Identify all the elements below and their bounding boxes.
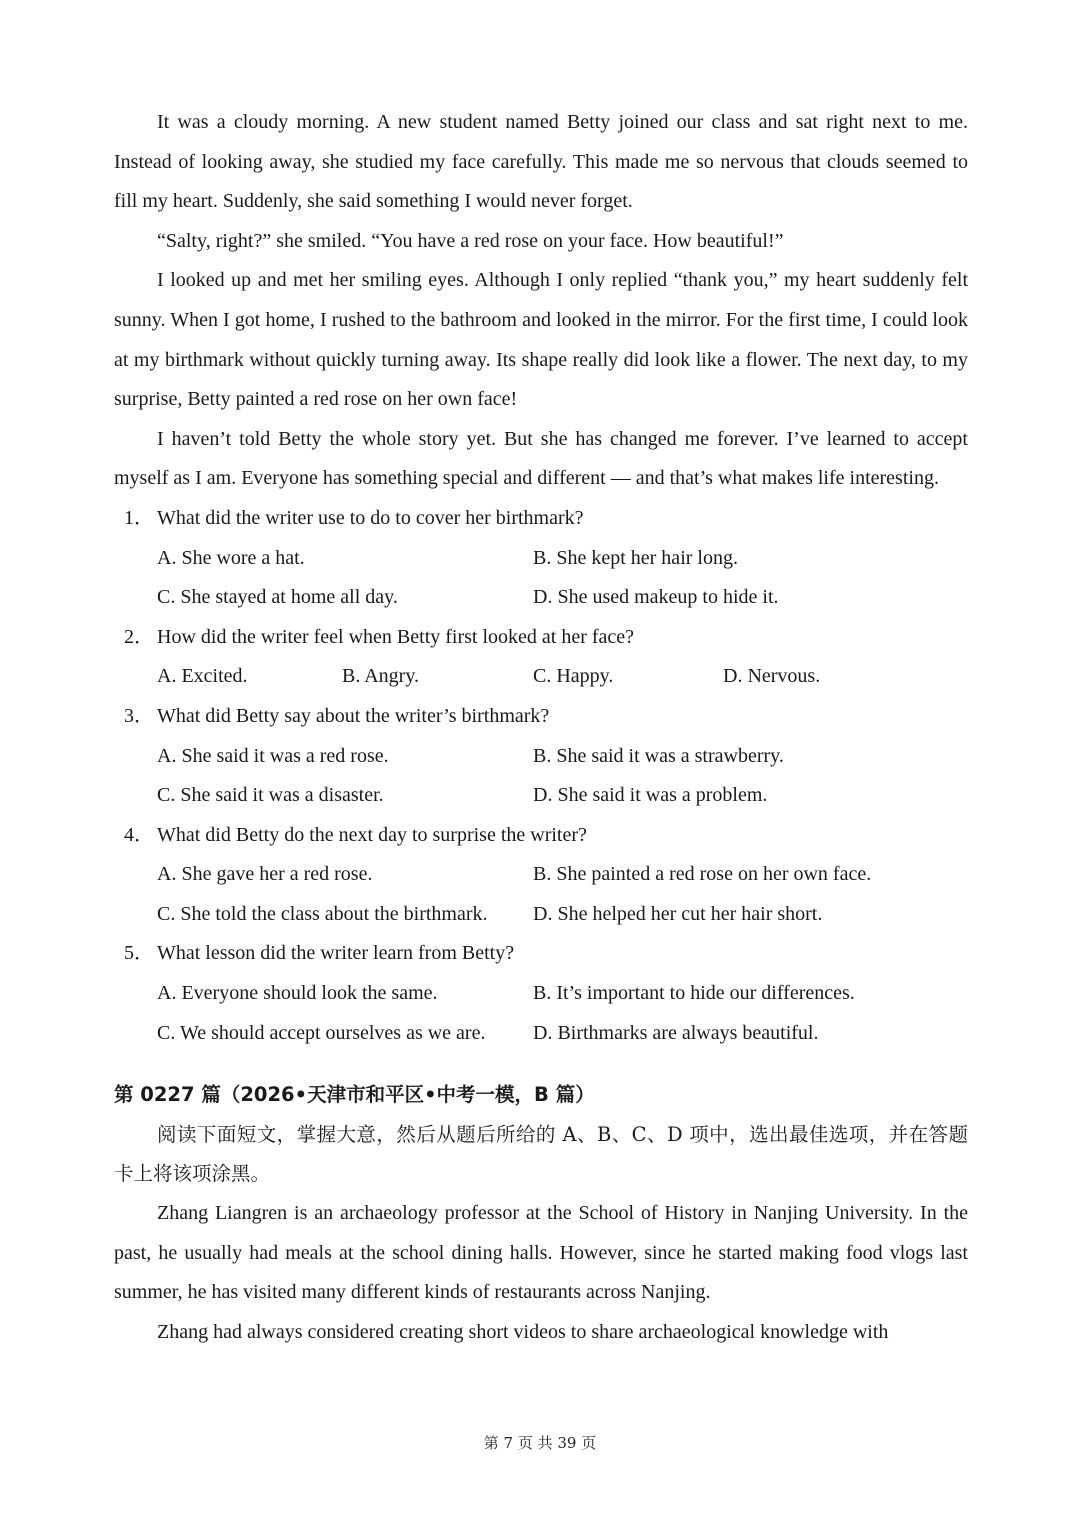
option-a: A. Everyone should look the same. — [157, 982, 438, 1005]
question-5-options-row-2 — [114, 1014, 968, 1054]
question-5-options-row-1 — [114, 974, 968, 1014]
option-b: B. She kept her hair long. — [533, 546, 738, 569]
question-4 — [114, 816, 968, 856]
question-3-options-row-1 — [114, 737, 968, 777]
passage-paragraph-4: I haven’t told Betty the whole story yet. But she has changed me forever. I’ve learned to accept myself as I am. Everyone has something special and different — and that’s what makes life interesting. — [114, 427, 968, 490]
question-number: 3． — [124, 704, 154, 727]
option-d: D. She said it was a problem. — [533, 784, 768, 807]
page-content — [114, 103, 968, 1352]
option-d: D. Birthmarks are always beautiful. — [533, 1021, 819, 1044]
section-paragraph-2: Zhang had always considered creating short videos to share archaeological knowledge with — [157, 1320, 889, 1343]
question-text: What did Betty do the next day to surprise the writer? — [157, 823, 587, 846]
question-1 — [114, 499, 968, 539]
option-c: C. She stayed at home all day. — [157, 586, 398, 609]
passage-paragraph-2: “Salty, right?” she smiled. “You have a red rose on your face. How beautiful!” — [157, 229, 784, 252]
question-text: What lesson did the writer learn from Betty? — [157, 942, 515, 965]
question-2 — [114, 618, 968, 658]
question-2-options-row — [114, 657, 968, 697]
option-c: C. She said it was a disaster. — [157, 784, 384, 807]
option-b: B. She painted a red rose on her own face. — [533, 863, 872, 886]
option-a: A. She wore a hat. — [157, 546, 305, 569]
option-d: D. She helped her cut her hair short. — [533, 902, 823, 925]
question-number: 4． — [124, 823, 154, 846]
section-paragraph-1: Zhang Liangren is an archaeology professor at the School of History in Nanjing University. In the past, he usually had meals at the school dining halls. However, since he started making food vlogs last summer, he has visited many different kinds of restaurants across Nanjing. — [114, 1202, 968, 1304]
option-a: A. Excited. — [157, 665, 248, 688]
question-text: What did the writer use to do to cover her birthmark? — [157, 506, 584, 529]
option-d: D. Nervous. — [723, 665, 821, 688]
question-text: What did Betty say about the writer’s birthmark? — [157, 704, 550, 727]
option-a: A. She said it was a red rose. — [157, 744, 389, 767]
question-1-options-row-2 — [114, 578, 968, 618]
option-b: B. It’s important to hide our differences. — [533, 982, 855, 1005]
option-c: C. Happy. — [533, 665, 614, 688]
option-b: B. Angry. — [342, 665, 420, 688]
option-a: A. She gave her a red rose. — [157, 863, 373, 886]
question-3-options-row-2 — [114, 776, 968, 816]
question-4-options-row-2 — [114, 895, 968, 935]
passage-paragraph-3: I looked up and met her smiling eyes. Although I only replied “thank you,” my heart suddenly felt sunny. When I got home, I rushed to the bathroom and looked in the mirror. For the first time, I could look at my birthmark without quickly turning away. Its shape really did look like a flower. The next day, to my surprise, Betty painted a red rose on her own face! — [114, 269, 968, 411]
question-3 — [114, 697, 968, 737]
option-c: C. We should accept ourselves as we are. — [157, 1021, 486, 1044]
passage-paragraph-1: It was a cloudy morning. A new student named Betty joined our class and sat right next to me. Instead of looking away, she studied my face carefully. This made me so nervous that clouds seemed to fill my heart. Suddenly, she said something I would never forget. — [114, 111, 968, 213]
section-title — [114, 1075, 968, 1115]
question-number: 5． — [124, 942, 154, 965]
page-footer: 第 7 页 共 39 页 — [483, 1434, 597, 1452]
option-b: B. She said it was a strawberry. — [533, 744, 784, 767]
question-4-options-row-1 — [114, 855, 968, 895]
question-text: How did the writer feel when Betty first looked at her face? — [157, 625, 635, 648]
question-number: 2． — [124, 625, 154, 648]
section-instruction: 阅读下面短文，掌握大意，然后从题后所给的 A、B、C、D 项中，选出最佳选项，并在答题卡上将该项涂黑。 — [114, 1122, 968, 1186]
section-title-text: 第 0227 篇（2026•天津市和平区•中考一模，B 篇） — [114, 1083, 595, 1107]
option-c: C. She told the class about the birthmark. — [157, 902, 488, 925]
question-5 — [114, 934, 968, 974]
option-d: D. She used makeup to hide it. — [533, 586, 779, 609]
question-1-options-row-1 — [114, 539, 968, 579]
question-number: 1． — [124, 506, 154, 529]
